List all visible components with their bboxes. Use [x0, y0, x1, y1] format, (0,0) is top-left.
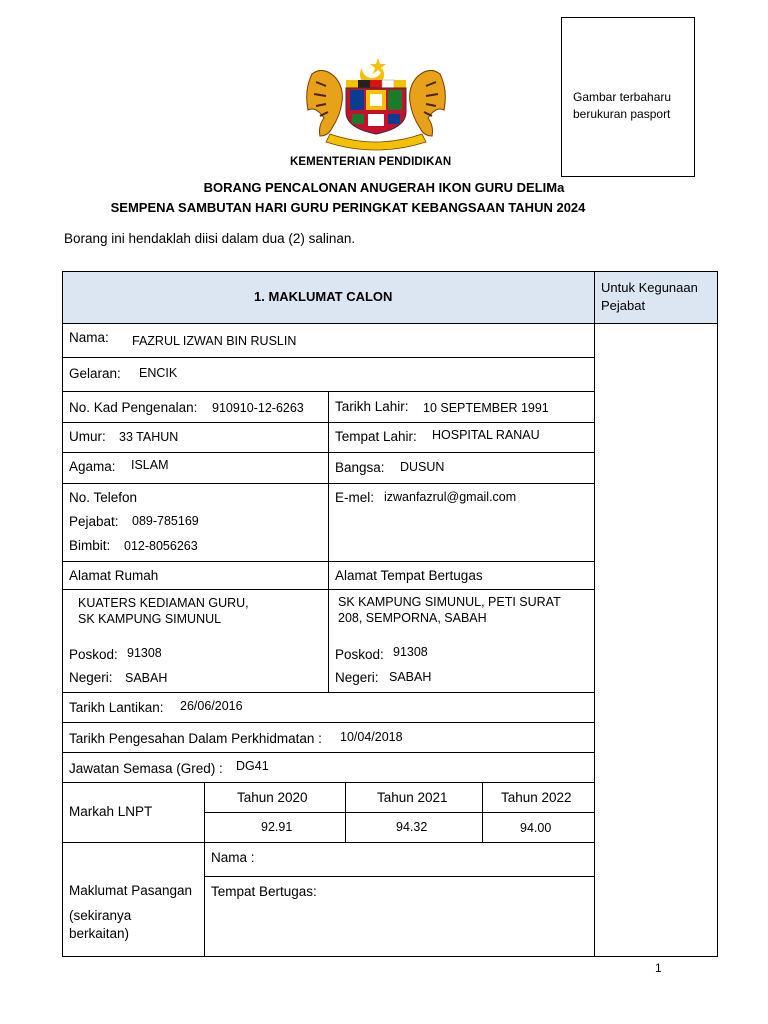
lantikan-label: Tarikh Lantikan:: [69, 700, 164, 715]
lnpt-year-2022: Tahun 2022: [501, 790, 572, 805]
poskod-tugas-label: Poskod:: [335, 647, 384, 662]
bangsa-label: Bangsa:: [335, 460, 385, 475]
poskod-rumah-field[interactable]: 91308: [127, 646, 162, 660]
lnpt-score-2021[interactable]: 94.32: [396, 820, 428, 834]
pasangan-label: Maklumat Pasangan: [69, 883, 193, 898]
pengesahan-label: Tarikh Pengesahan Dalam Perkhidmatan :: [69, 731, 322, 746]
negeri-rumah-field[interactable]: SABAH: [125, 671, 168, 685]
poskod-rumah-label: Poskod:: [69, 647, 118, 662]
passport-photo-note: [573, 89, 691, 123]
coat-of-arms-logo: [300, 54, 452, 154]
office-use-label-1: Untuk Kegunaan: [601, 280, 698, 295]
pob-label: Tempat Lahir:: [335, 429, 417, 444]
nama-field[interactable]: FAZRUL IZWAN BIN RUSLIN: [132, 334, 297, 348]
bimbit-label: Bimbit:: [69, 538, 111, 553]
telefon-label: No. Telefon: [69, 490, 138, 505]
email-field[interactable]: izwanfazrul@gmail.com: [384, 490, 517, 504]
photo-note-line-2: berukuran pasport: [573, 107, 671, 121]
dob-label: Tarikh Lahir:: [335, 399, 409, 414]
form-instruction: Borang ini hendaklah diisi dalam dua (2) salinan.: [64, 231, 356, 246]
pasangan-tempat-label: Tempat Bertugas:: [211, 884, 317, 899]
pengesahan-field[interactable]: 10/04/2018: [340, 730, 403, 744]
pasangan-note-2: berkaitan): [69, 926, 130, 941]
alamat-rumah-line-2[interactable]: SK KAMPUNG SIMUNUL: [78, 612, 222, 626]
jawatan-label: Jawatan Semasa (Gred) :: [69, 761, 223, 776]
alamat-tugas-line-2[interactable]: 208, SEMPORNA, SABAH: [338, 611, 487, 625]
alamat-tugas-label: Alamat Tempat Bertugas: [335, 568, 483, 583]
jawatan-field[interactable]: DG41: [236, 759, 269, 773]
bimbit-phone-field[interactable]: 012-8056263: [124, 539, 198, 553]
form-subtitle: SEMPENA SAMBUTAN HARI GURU PERINGKAT KEBANGSAAN TAHUN 2024: [110, 200, 586, 215]
gelaran-field[interactable]: ENCIK: [139, 366, 178, 380]
pob-field[interactable]: HOSPITAL RANAU: [432, 428, 540, 442]
nama-label: Nama:: [69, 330, 109, 345]
negeri-rumah-label: Negeri:: [69, 670, 113, 685]
alamat-tugas-line-1[interactable]: SK KAMPUNG SIMUNUL, PETI SURAT: [338, 595, 561, 609]
pejabat-label: Pejabat:: [69, 514, 119, 529]
form-title: BORANG PENCALONAN ANUGERAH IKON GURU DELIMa: [203, 180, 565, 195]
lnpt-score-2022[interactable]: 94.00: [520, 821, 552, 835]
email-label: E-mel:: [335, 490, 375, 505]
lantikan-field[interactable]: 26/06/2016: [180, 699, 243, 713]
gelaran-label: Gelaran:: [69, 366, 121, 381]
agama-field[interactable]: ISLAM: [131, 458, 169, 472]
section-title: 1. MAKLUMAT CALON: [254, 289, 393, 304]
agama-label: Agama:: [69, 459, 116, 474]
office-use-label-2: Pejabat: [601, 298, 646, 313]
lnpt-year-2021: Tahun 2021: [377, 790, 448, 805]
poskod-tugas-field[interactable]: 91308: [393, 645, 428, 659]
lnpt-year-2020: Tahun 2020: [237, 790, 308, 805]
bangsa-field[interactable]: DUSUN: [400, 460, 445, 474]
ic-label: No. Kad Pengenalan:: [69, 400, 198, 415]
umur-label: Umur:: [69, 429, 106, 444]
alamat-rumah-line-1[interactable]: KUATERS KEDIAMAN GURU,: [78, 596, 249, 610]
photo-note-line-1: Gambar terbaharu: [573, 90, 672, 104]
pasangan-note-1: (sekiranya: [69, 908, 132, 923]
pejabat-phone-field[interactable]: 089-785169: [132, 514, 199, 528]
lnpt-label: Markah LNPT: [69, 804, 153, 819]
page-number: 1: [655, 961, 662, 975]
alamat-rumah-label: Alamat Rumah: [69, 568, 159, 583]
lnpt-score-2020[interactable]: 92.91: [261, 820, 293, 834]
negeri-tugas-field[interactable]: SABAH: [389, 670, 432, 684]
dob-field[interactable]: 10 SEPTEMBER 1991: [423, 401, 549, 415]
pasangan-nama-label: Nama :: [211, 850, 255, 865]
ministry-name: KEMENTERIAN PENDIDIKAN: [290, 156, 452, 168]
umur-field[interactable]: 33 TAHUN: [119, 430, 179, 444]
ic-field[interactable]: 910910-12-6263: [212, 401, 304, 415]
negeri-tugas-label: Negeri:: [335, 670, 379, 685]
